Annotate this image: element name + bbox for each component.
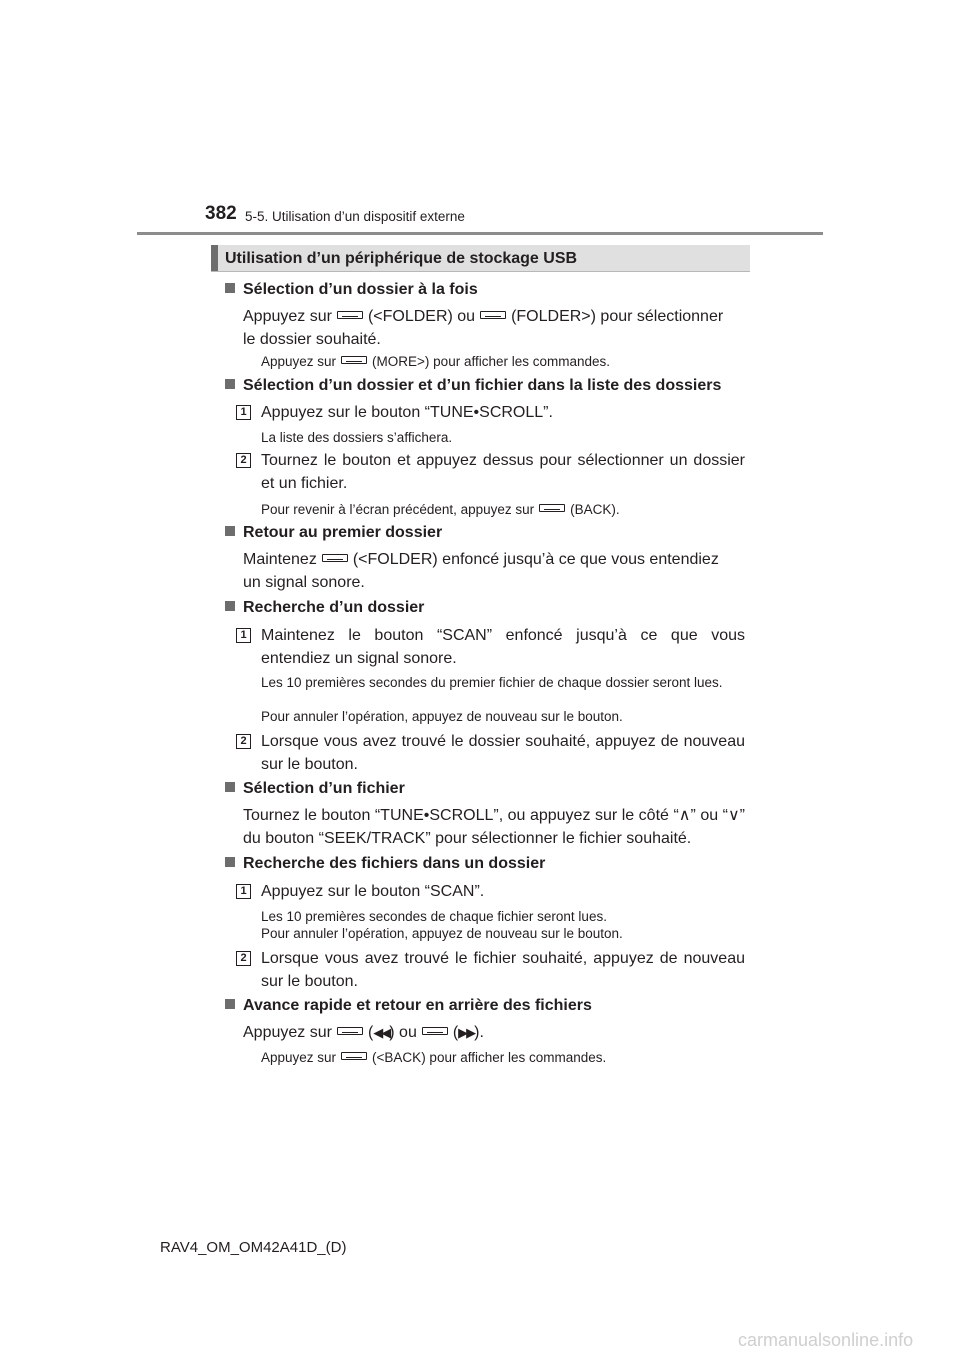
rewind-icon: ◀◀ (373, 1025, 390, 1040)
section-title-bar (211, 245, 750, 272)
paragraph-fast-forward: Appuyez sur (◀◀) ou (▶▶). (243, 1024, 484, 1041)
button-key-icon (337, 1027, 363, 1035)
heading-search-files: Recherche des fichiers dans un dossier (225, 855, 545, 873)
heading-fast-forward: Avance rapide et retour en arrière des fichiers (225, 997, 592, 1015)
watermark: carmanualsonline.info (738, 1330, 914, 1350)
heading-first-folder: Retour au premier dossier (225, 524, 442, 542)
fast-forward-icon: ▶▶ (458, 1025, 475, 1040)
square-bullet-icon (225, 782, 235, 792)
footer-code: RAV4_OM_OM42A41D_(D) (160, 1239, 347, 1256)
heading-search-folder: Recherche d’un dossier (225, 599, 424, 617)
note-back-commands: Appuyez sur (<BACK) pour afficher les commandes. (261, 1050, 607, 1065)
step-number: 2 (236, 951, 251, 966)
step-text: Lorsque vous avez trouvé le fichier souhaité, appuyez de nouveau sur le bouton. (261, 950, 745, 990)
page-number: 382 (205, 203, 237, 224)
header-rule (137, 232, 823, 235)
paragraph-first-folder: Maintenez (<FOLDER) enfoncé jusqu’à ce que vous entendiez un signal sonore. (243, 551, 719, 591)
step-text: Tournez le bouton et appuyez dessus pour sélectionner un dossier et un fichier. (261, 452, 745, 492)
button-key-icon (337, 311, 363, 319)
step-number: 1 (236, 628, 251, 643)
step-number: 1 (236, 884, 251, 899)
step-text: Appuyez sur le bouton “SCAN”. (261, 883, 485, 900)
section-bar-accent (211, 245, 218, 271)
note-text: Pour annuler l’opération, appuyez de nouveau sur le bouton. (261, 926, 623, 941)
paragraph-select-folder: Appuyez sur (<FOLDER) ou (FOLDER>) pour sélectionner le dossier souhaité. (243, 308, 724, 348)
button-key-icon (422, 1027, 448, 1035)
note-more: Appuyez sur (MORE>) pour afficher les commandes. (261, 354, 611, 369)
button-key-icon (480, 311, 506, 319)
square-bullet-icon (225, 857, 235, 867)
button-key-icon (539, 504, 565, 512)
note-text: La liste des dossiers s’affichera. (261, 430, 453, 445)
step-text: Maintenez le bouton “SCAN” enfoncé jusqu’à ce que vous entendiez un signal sonore. (261, 627, 745, 667)
step-number: 2 (236, 453, 251, 468)
step-number: 2 (236, 734, 251, 749)
paragraph-select-file: Tournez le bouton “TUNE•SCROLL”, ou appuyez sur le côté “∧” ou “∨” du bouton “SEEK/TRACK” pour sélectionner le fichier souhaité. (243, 807, 745, 847)
section-title: Utilisation d’un périphérique de stockage USB (225, 250, 578, 267)
button-key-icon (341, 356, 367, 364)
step-text: Appuyez sur le bouton “TUNE•SCROLL”. (261, 404, 553, 421)
note-text: Les 10 premières secondes de chaque fichier seront lues. (261, 909, 607, 924)
square-bullet-icon (225, 283, 235, 293)
note-back: Pour revenir à l’écran précédent, appuyez sur (BACK). (261, 502, 620, 517)
square-bullet-icon (225, 379, 235, 389)
step-text: Lorsque vous avez trouvé le dossier souhaité, appuyez de nouveau sur le bouton. (261, 733, 745, 773)
button-key-icon (341, 1052, 367, 1060)
square-bullet-icon (225, 526, 235, 536)
step-number: 1 (236, 405, 251, 420)
chapter-title: 5-5. Utilisation d’un dispositif externe (245, 209, 465, 224)
heading-select-folder: Sélection d’un dossier à la fois (225, 281, 478, 299)
square-bullet-icon (225, 999, 235, 1009)
square-bullet-icon (225, 601, 235, 611)
heading-select-file: Sélection d’un fichier (225, 780, 405, 798)
note-text: Les 10 premières secondes du premier fichier de chaque dossier seront lues. (261, 675, 723, 690)
button-key-icon (322, 554, 348, 562)
heading-folder-list: Sélection d’un dossier et d’un fichier dans la liste des dossiers (225, 377, 721, 395)
note-text: Pour annuler l’opération, appuyez de nouveau sur le bouton. (261, 709, 623, 724)
